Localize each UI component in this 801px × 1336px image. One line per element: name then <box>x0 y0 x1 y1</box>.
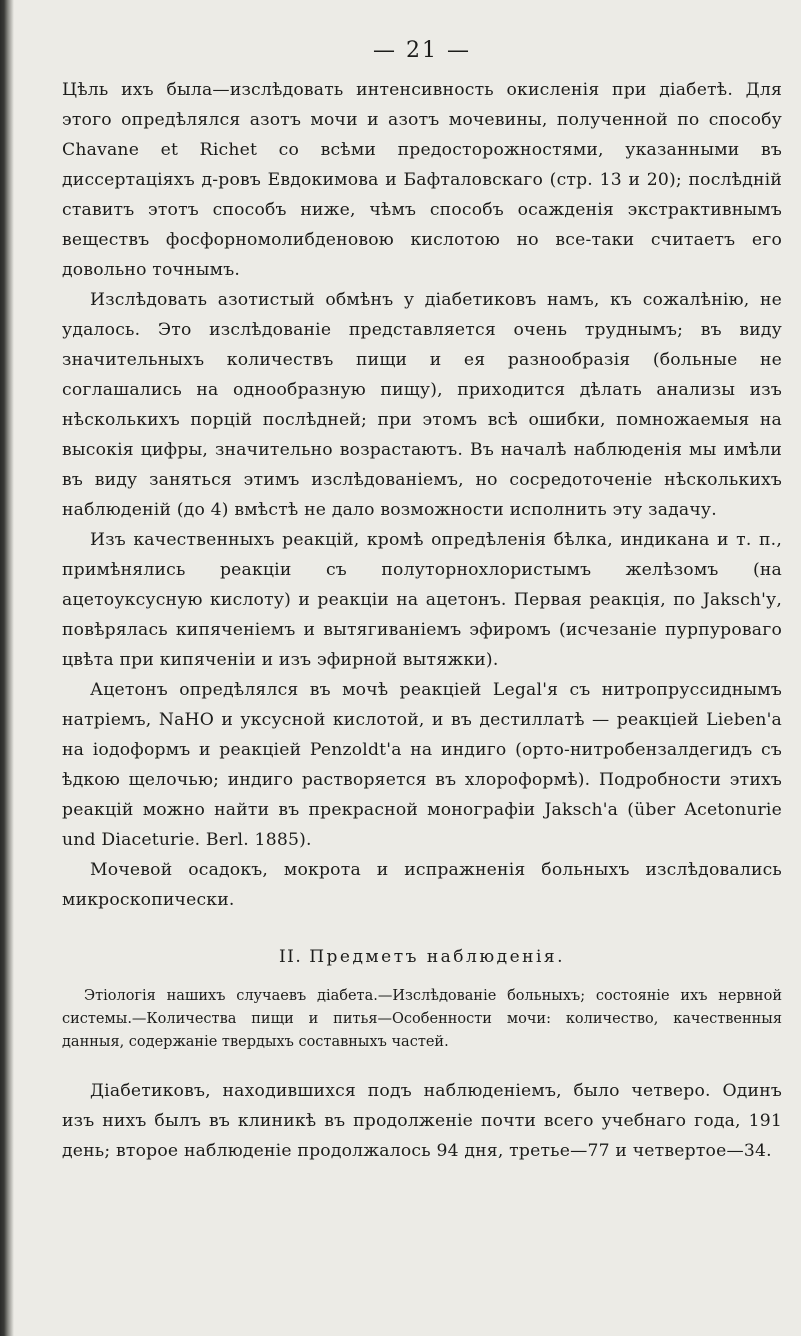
section-summary: Этіологія нашихъ случаевъ діабета.—Изслѣдованіе больныхъ; состояніе ихъ нервной системы.—Количества пищи и питья—Особенности мочи: количество, качественныя данныя, содержаніе твердыхъ составныхъ частей. <box>62 988 782 1050</box>
paragraph-purpose: Цѣль ихъ была—изслѣдовать интенсивность окисленія при діабетѣ. Для этого опредѣлялся азотъ мочи и азотъ мочевины, полученной по способу Chavane et Richet со всѣми предосторожностями, указанными въ диссертаціяхъ д-ровъ Евдокимова и Бафталовскаго (стр. 13 и 20); послѣдній ставитъ этотъ способъ ниже, чѣмъ способъ осажденія экстрактивнымъ веществъ фосфорномолибденовою кислотою но все-таки считаетъ его довольно точнымъ. <box>62 80 782 280</box>
section-heading <box>62 947 782 967</box>
section-title: Предметъ наблюденія. <box>309 947 566 967</box>
paragraph-qualitative-reactions: Изъ качественныхъ реакцій, кромѣ опредѣленія бѣлка, индикана и т. п., примѣнялись реакціи съ полуторнохлористымъ желѣзомъ (на ацетоуксусную кислоту) и реакціи на ацетонъ. Первая реакція, по Jaksch'у, повѣрялась кипяченіемъ и вытягиваніемъ эфиромъ (исчезаніе пурпуроваго цвѣта при кипяченіи и изъ эфирной вытяжки). <box>62 530 782 670</box>
page-number: — 21 — <box>373 38 471 63</box>
paragraph-microscopy: Мочевой осадокъ, мокрота и испражненія больныхъ изслѣдовались микроскопически. <box>62 860 782 910</box>
section-number: II. <box>278 947 303 967</box>
document-page <box>62 38 782 1166</box>
paragraph-diabetics-count: Діабетиковъ, находившихся подъ наблюденіемъ, было четверо. Одинъ изъ нихъ былъ въ клиникѣ въ продолженіе почти всего учебнаго года, 191 день; второе наблюденіе продолжалось 94 дня, третье—77 и четвертое—34. <box>62 1081 782 1161</box>
paragraph-nitrogen-exchange: Изслѣдовать азотистый обмѣнъ у діабетиковъ намъ, къ сожалѣнію, не удалось. Это изслѣдованіе представляется очень труднымъ; въ виду значительныхъ количествъ пищи и ея разнообразія (больные не соглашались на однообразную пищу), приходится дѣлать анализы изъ нѣсколькихъ порцій послѣдней; при этомъ всѣ ошибки, помножаемыя на высокія цифры, значительно возрастаютъ. Въ началѣ наблюденія мы имѣли въ виду заняться этимъ изслѣдованіемъ, но сосредоточеніе нѣсколькихъ наблюденій (до 4) вмѣстѣ не дало возможности исполнить эту задачу. <box>62 290 782 520</box>
paragraph-acetone: Ацетонъ опредѣлялся въ мочѣ реакціей Legal'я съ нитропруссиднымъ натріемъ, NaHO и уксусной кислотой, и въ дестиллатѣ — реакціей Lieben'а на іодоформъ и реакціей Penzoldt'а на индиго (орто-нитробензалдегидъ съ ѣдкою щелочью; индиго растворяется въ хлороформѣ). Подробности этихъ реакцій можно найти въ прекрасной монографіи Jaksch'а (über Acetonurie und Diaceturie. Berl. 1885). <box>62 680 782 850</box>
page-binding-edge <box>0 0 14 1336</box>
